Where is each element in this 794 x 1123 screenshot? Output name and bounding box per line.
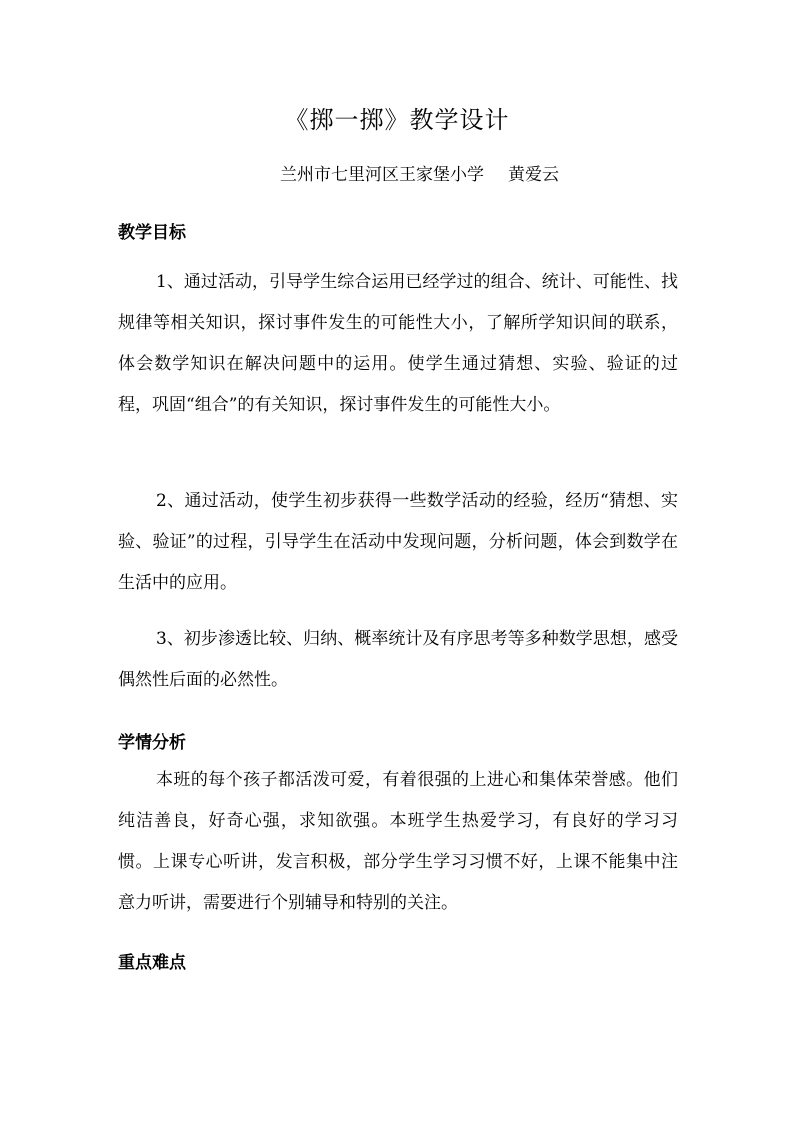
author-school: 兰州市七里河区王家堡小学 <box>280 165 484 185</box>
document-title: 《掷一掷》教学设计 <box>284 106 510 134</box>
student-analysis-text: 本班的每个孩子都活泼可爱，有着很强的上进心和集体荣誉感。他们纯洁善良，好奇心强，求知欲强。本班学生热爱学习，有良好的学习习惯。上课专心听讲，发言积极，部分学生学习习惯不好，上课不能集中注意力听讲，需要进行个别辅导和特别的关注。 <box>118 770 678 913</box>
heading-student-analysis: 学情分析 <box>118 733 186 753</box>
goal-item-2: 2、通过活动，使学生初步获得一些数学活动的经验，经历“猜想、实验、验证”的过程，引导学生在活动中发现问题，分析问题，体会到数学在生活中的应用。 <box>118 491 678 593</box>
goal-item-1: 1、通过活动，引导学生综合运用已经学过的组合、统计、可能性、找规律等相关知识，探讨事件发生的可能性大小，了解所学知识间的联系，体会数学知识在解决问题中的运用。使学生通过猜想、实验、验证的过程，巩固“组合”的有关知识，探讨事件发生的可能性大小。 <box>118 272 678 415</box>
heading-key-points: 重点难点 <box>118 953 186 973</box>
heading-teaching-goals: 教学目标 <box>118 223 186 243</box>
author-name: 黄爱云 <box>508 165 559 185</box>
goal-item-3: 3、初步渗透比较、归纳、概率统计及有序思考等多种数学思想，感受偶然性后面的必然性。 <box>118 629 678 690</box>
author-line <box>280 160 559 185</box>
